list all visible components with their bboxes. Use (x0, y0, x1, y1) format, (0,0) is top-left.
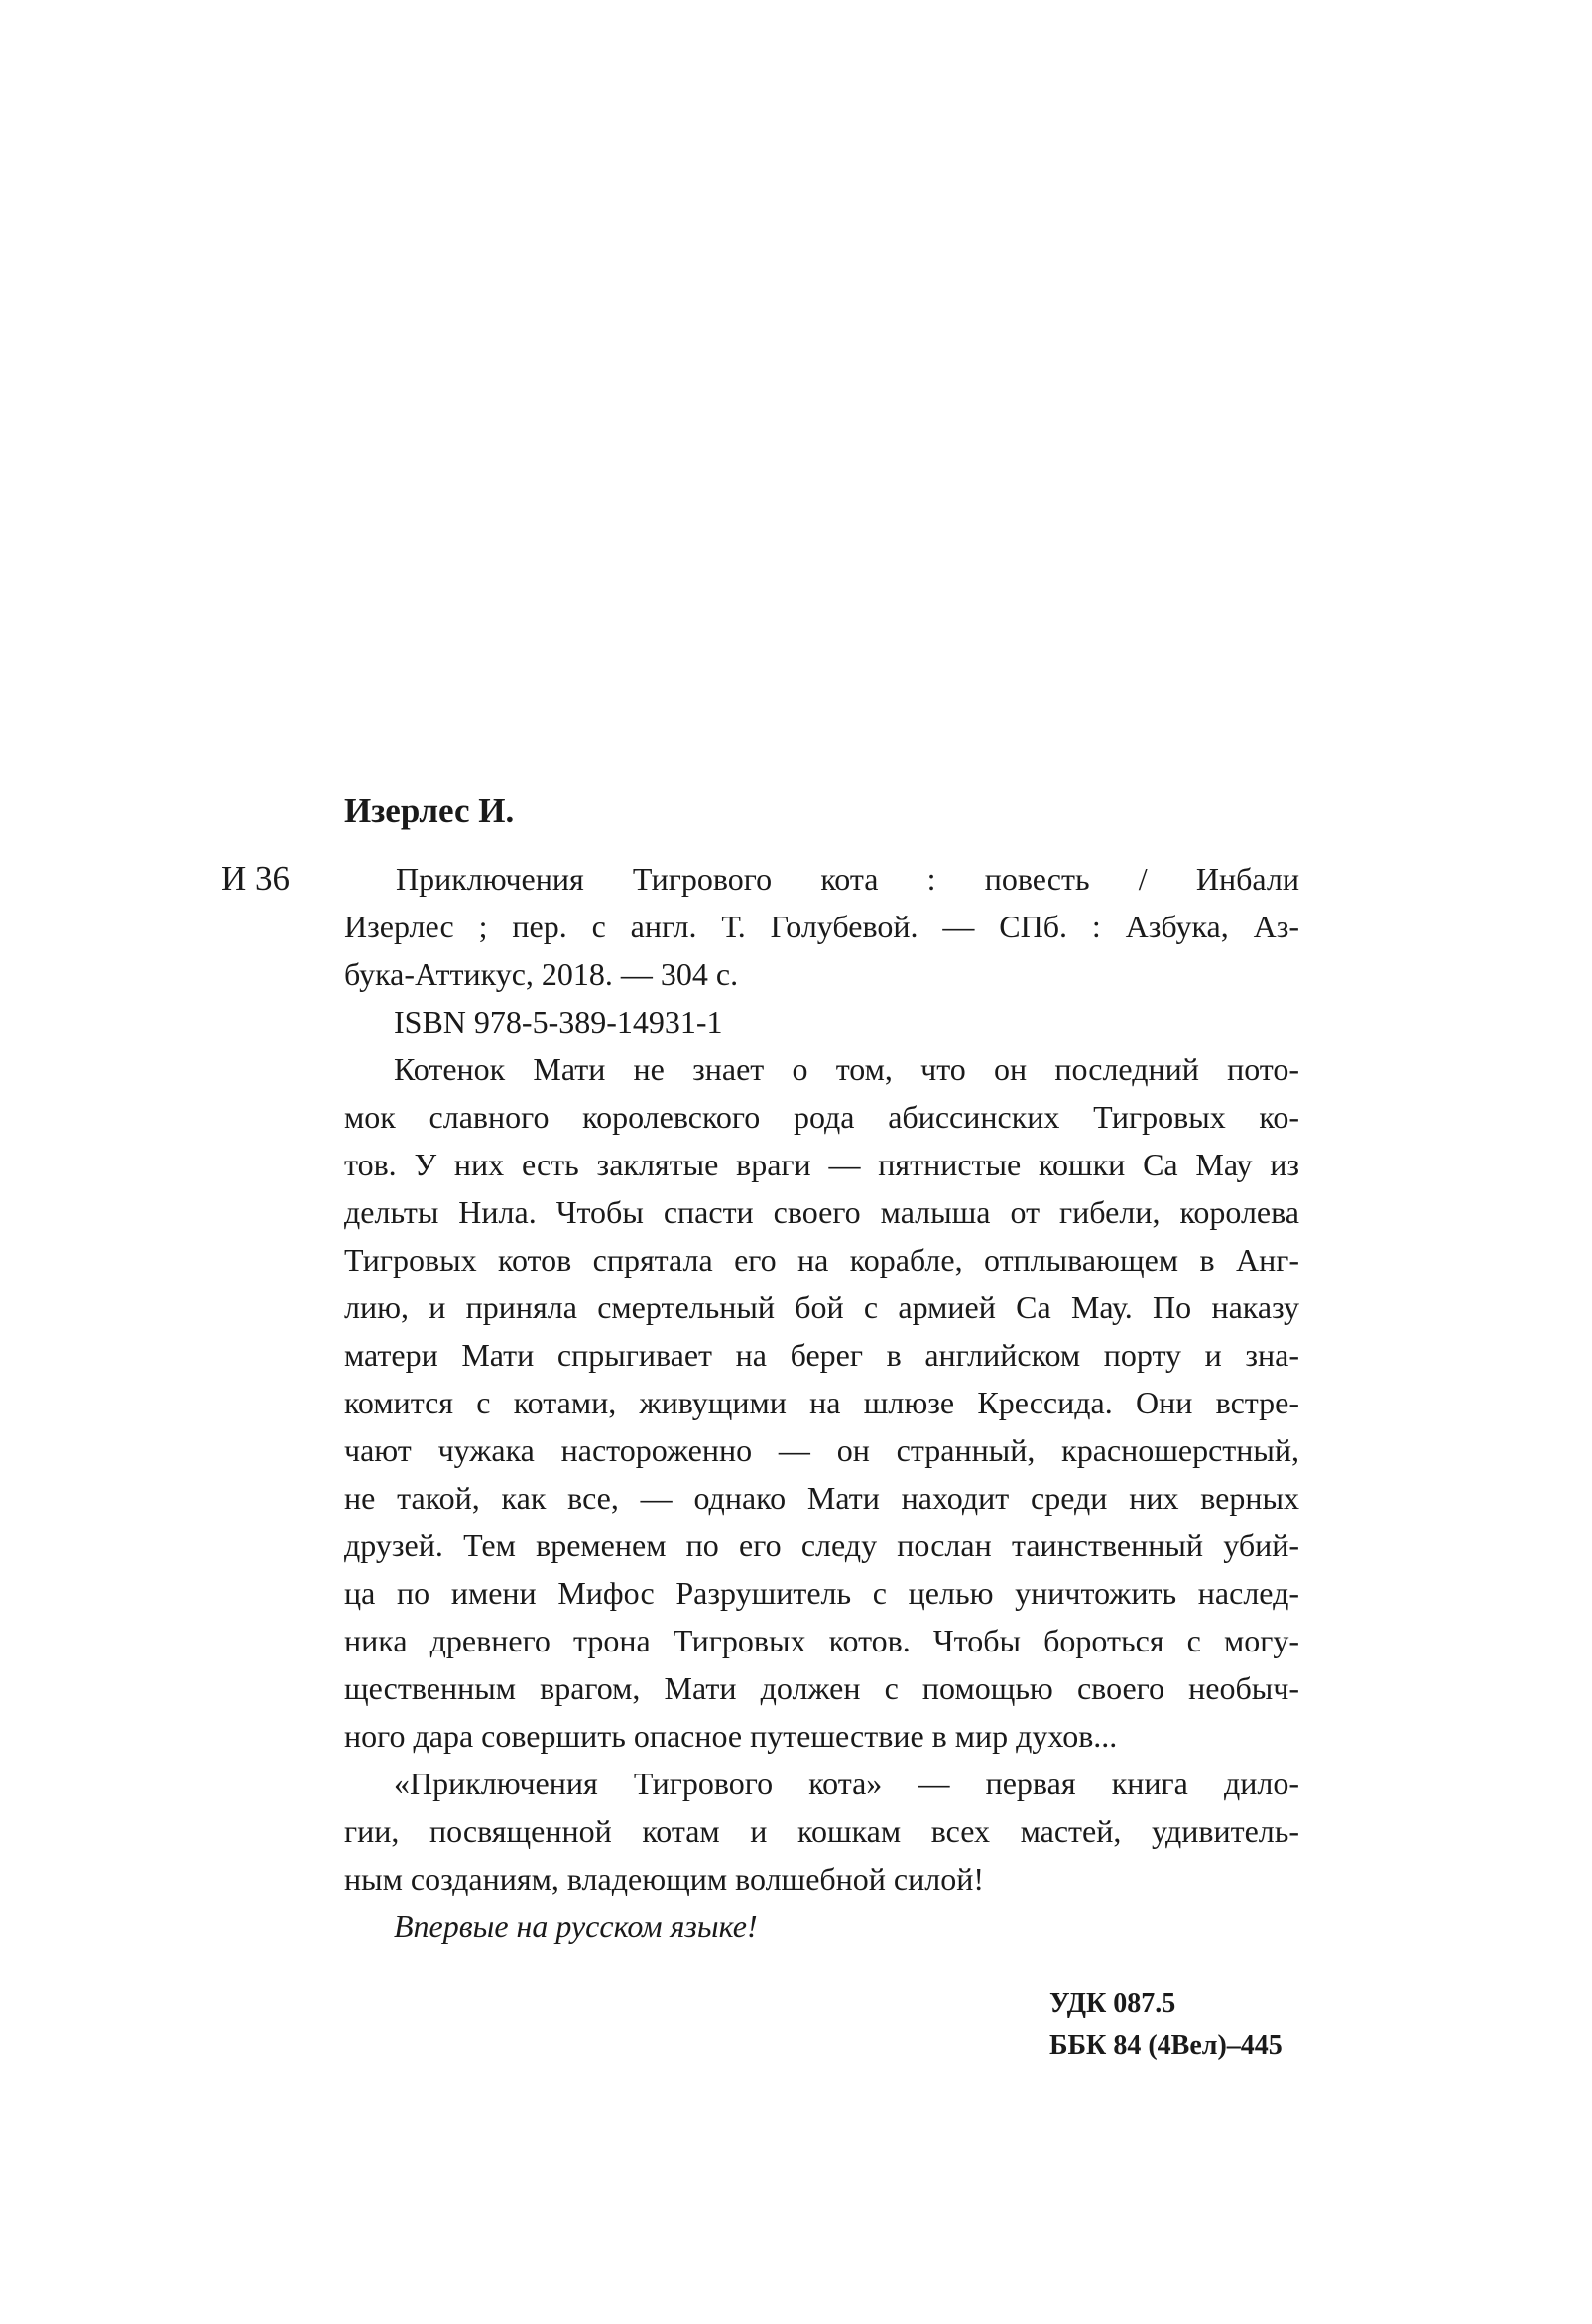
annotation-line: мок славного королевского рода абиссинских Тигровых ко- (344, 1099, 1299, 1135)
annotation-line: «Приключения Тигрового кота» — первая книга дило- (394, 1766, 1299, 1801)
annotation-line: лию, и приняла смертельный бой с армией Са Мау. По наказу (344, 1289, 1299, 1325)
annotation-line: ника древнего трона Тигровых котов. Чтобы бороться с могу- (344, 1623, 1299, 1658)
classification-codes (1049, 1982, 1283, 2067)
title-line: Изерлес ; пер. с англ. Т. Голубевой. — СПб. : Азбука, Аз- (344, 909, 1299, 944)
annotation-line: ца по имени Мифос Разрушитель с целью уничтожить наслед- (344, 1575, 1299, 1611)
annotation-line: друзей. Тем временем по его следу послан таинственный убий- (344, 1528, 1299, 1563)
annotation-line: гии, посвященной котам и кошкам всех мастей, удивитель- (344, 1813, 1299, 1849)
annotation-line: дельты Нила. Чтобы спасти своего малыша от гибели, королева (344, 1194, 1299, 1230)
annotation-line: Тигровых котов спрятала его на корабле, отплывающем в Анг- (344, 1242, 1299, 1278)
author-heading: Изерлес И. (344, 792, 515, 830)
author-index-code: И 36 (221, 859, 291, 898)
bibliographic-record (344, 855, 1299, 1950)
isbn: ISBN 978-5-389-14931-1 (394, 1004, 723, 1040)
annotation-line: Котенок Мати не знает о том, что он последний пото- (394, 1051, 1299, 1087)
annotation-line: ного дара совершить опасное путешествие в мир духов... (344, 1718, 1118, 1754)
bbk-code: ББК 84 (4Вел)–445 (1049, 2030, 1283, 2061)
annotation-line: тов. У них есть заклятые враги — пятнистые кошки Са Мау из (344, 1147, 1299, 1182)
title-line: Приключения Тигрового кота : повесть / Инбали (396, 861, 1299, 897)
first-time-in-russian-note: Впервые на русском языке! (394, 1908, 758, 1944)
annotation-line: ным созданиям, владеющим волшебной силой! (344, 1861, 984, 1896)
title-line: бука-Аттикус, 2018. — 304 с. (344, 956, 739, 992)
annotation-line: щественным врагом, Мати должен с помощью своего необыч- (344, 1670, 1299, 1706)
udk-code: УДК 087.5 (1049, 1988, 1176, 2018)
annotation-line: комится с котами, живущими на шлюзе Крессида. Они встре- (344, 1385, 1299, 1420)
annotation-line: не такой, как все, — однако Мати находит среди них верных (344, 1480, 1299, 1516)
annotation-line: чают чужака настороженно — он странный, красношерстный, (344, 1432, 1299, 1468)
annotation-line: матери Мати спрыгивает на берег в английском порту и зна- (344, 1337, 1299, 1373)
